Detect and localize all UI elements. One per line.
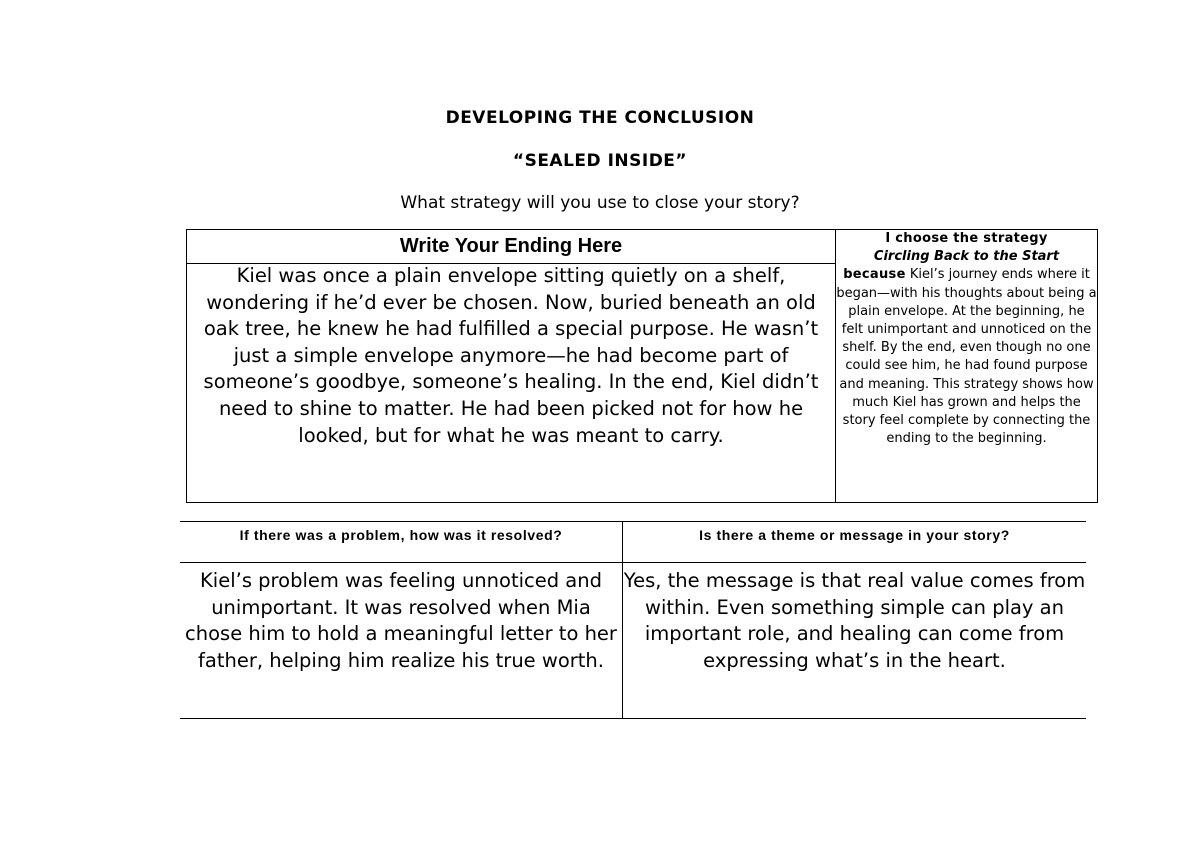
problem-column [180, 522, 623, 718]
strategy-intro: I choose the strategy [885, 231, 1048, 246]
reflection-table [180, 521, 1086, 719]
strategy-cell [836, 230, 1097, 502]
ending-table [186, 229, 1098, 503]
because-label: because [843, 267, 906, 283]
strategy-name: Circling Back to the Start [873, 249, 1060, 265]
ending-text: Kiel was once a plain envelope sitting quietly on a shelf, wondering if he’d ever be chosen. Now, buried beneath an old oak tree, he knew he had fulfilled a special purpose. He wasn’t just a simple envelope anymore—he had become part of someone’s goodbye, someone’s healing. In the end, Kiel didn’t need to shine to matter. He had been picked not for how he looked, but for what he was meant to carry. [203, 264, 819, 447]
theme-column [623, 522, 1086, 718]
ending-header: Write Your Ending Here [187, 230, 835, 264]
strategy-reason: Kiel’s journey ends where it began—with his thoughts about being a plain envelope. At the beginning, he felt unimportant and unnoticed on the shelf. By the end, even though no one could see him, he had found purpose and meaning. This strategy shows how much Kiel has grown and helps the story feel complete by connecting the ending to the beginning. [836, 267, 1097, 447]
story-title: “SEALED INSIDE” [512, 151, 688, 171]
problem-answer: Kiel’s problem was feeling unnoticed and unimportant. It was resolved when Mia chose him to hold a meaningful letter to her father, helping him realize his true worth. [185, 569, 617, 672]
ending-column [187, 230, 836, 502]
theme-header: Is there a theme or message in your story? [623, 522, 1086, 563]
theme-answer: Yes, the message is that real value comes from within. Even something simple can play an important role, and healing can come from expressing what’s in the heart. [623, 569, 1086, 672]
document-title: DEVELOPING THE CONCLUSION [445, 108, 755, 128]
problem-header: If there was a problem, how was it resolved? [180, 522, 622, 563]
strategy-question: What strategy will you use to close your story? [400, 193, 800, 213]
